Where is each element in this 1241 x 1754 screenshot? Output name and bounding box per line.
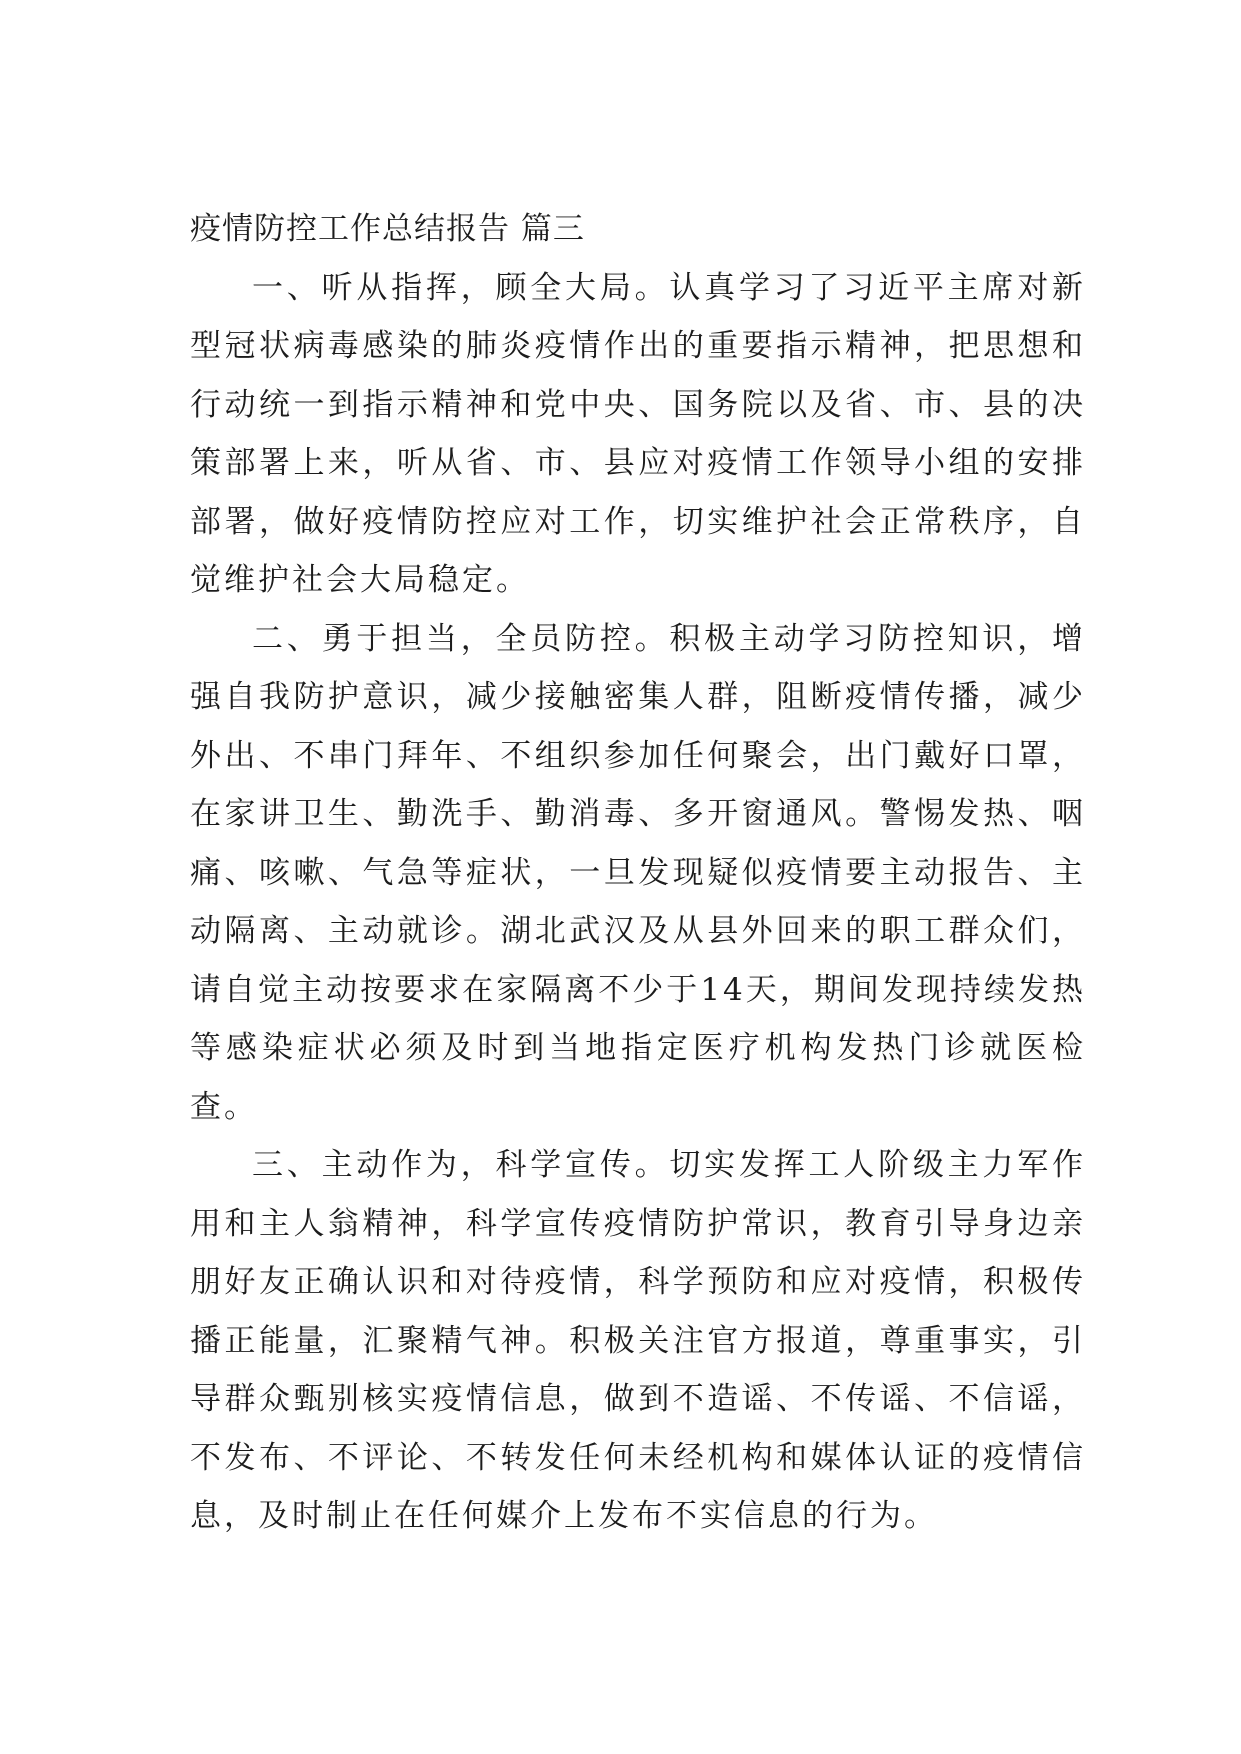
document-body: [190, 200, 1086, 1546]
paragraph-2: 二、勇于担当，全员防控。积极主动学习防控知识，增强自我防护意识，减少接触密集人群，阻断疫情传播，减少外出、不串门拜年、不组织参加任何聚会，出门戴好口罩，在家讲卫生、勤洗手、勤消毒、多开窗通风。警惕发热、咽痛、咳嗽、气急等症状，一旦发现疑似疫情要主动报告、主动隔离、主动就诊。湖北武汉及从县外回来的职工群众们，请自觉主动按要求在家隔离不少于14天，期间发现持续发热等感染症状必须及时到当地指定医疗机构发热门诊就医检查。: [190, 620, 1086, 1125]
paragraph-3: 三、主动作为，科学宣传。切实发挥工人阶级主力军作用和主人翁精神，科学宣传疫情防护常识，教育引导身边亲朋好友正确认识和对待疫情，科学预防和应对疫情，积极传播正能量，汇聚精气神。积极关注官方报道，尊重事实，引导群众甄别核实疫情信息，做到不造谣、不传谣、不信谣，不发布、不评论、不转发任何未经机构和媒体认证的疫情信息，及时制止在任何媒介上发布不实信息的行为。: [190, 1147, 1086, 1534]
paragraph-1: 一、听从指挥，顾全大局。认真学习了习近平主席对新型冠状病毒感染的肺炎疫情作出的重要指示精神，把思想和行动统一到指示精神和党中央、国务院以及省、市、县的决策部署上来，听从省、市、县应对疫情工作领导小组的安排部署，做好疫情防控应对工作，切实维护社会正常秩序，自觉维护社会大局稳定。: [190, 269, 1086, 598]
document-title: 疫情防控工作总结报告 篇三: [190, 211, 585, 247]
